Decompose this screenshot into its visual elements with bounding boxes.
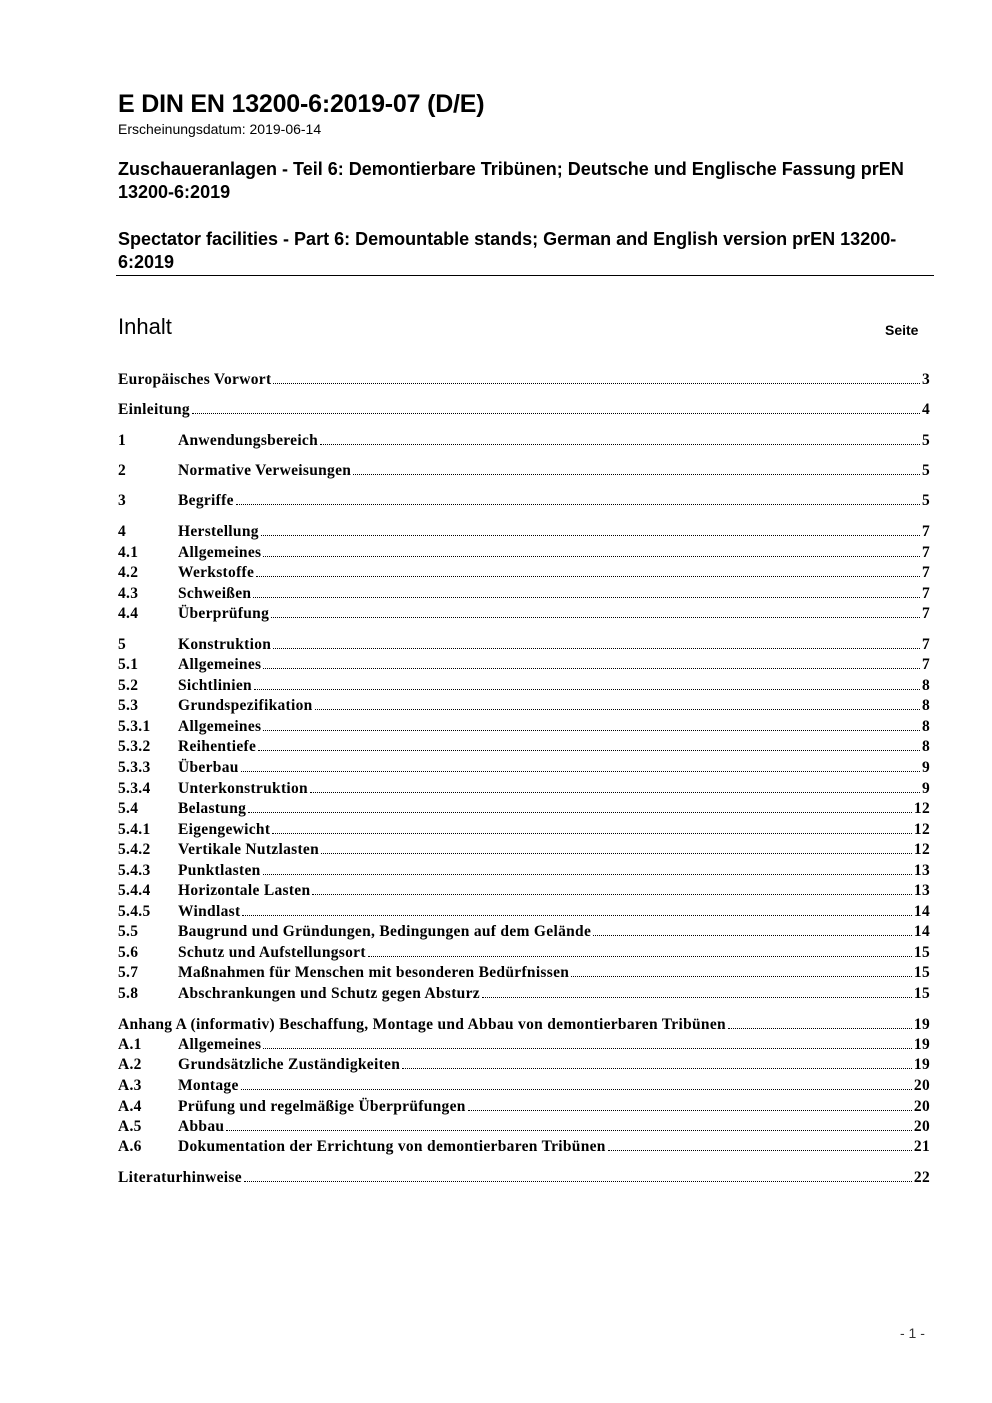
toc-entry-page: 7 bbox=[921, 656, 930, 673]
toc-entry-title: Abbau bbox=[178, 1118, 225, 1135]
toc-dot-leader bbox=[571, 976, 912, 977]
toc-entry-page: 4 bbox=[921, 401, 930, 418]
toc-entry[interactable] bbox=[118, 862, 930, 882]
toc-entry[interactable] bbox=[118, 462, 930, 482]
toc-entry-title: Horizontale Lasten bbox=[178, 882, 311, 899]
toc-entry-number: 5.4 bbox=[118, 800, 139, 817]
toc-entry-page: 20 bbox=[913, 1098, 930, 1115]
toc-dot-leader bbox=[261, 535, 920, 536]
toc-entry-page: 15 bbox=[913, 985, 930, 1002]
toc-entry-title: Belastung bbox=[178, 800, 247, 817]
toc-entry-page: 9 bbox=[921, 780, 930, 797]
toc-dot-leader bbox=[241, 1089, 912, 1090]
toc-entry-number: 4.3 bbox=[118, 585, 139, 602]
toc-entry[interactable] bbox=[118, 697, 930, 717]
toc-entry-title: Sichtlinien bbox=[178, 677, 252, 694]
toc-dot-leader bbox=[728, 1028, 912, 1029]
toc-entry-title: Werkstoffe bbox=[178, 564, 255, 581]
toc-entry-title: Schweißen bbox=[178, 585, 252, 602]
toc-dot-leader bbox=[263, 556, 920, 557]
toc-entry[interactable] bbox=[118, 1016, 930, 1036]
toc-entry[interactable] bbox=[118, 636, 930, 656]
toc-entry-title: Reihentiefe bbox=[178, 738, 257, 755]
toc-entry[interactable] bbox=[118, 677, 930, 697]
toc-dot-leader bbox=[482, 997, 912, 998]
toc-entry-page: 5 bbox=[921, 462, 930, 479]
toc-entry-title: Anhang A (informativ) Beschaffung, Montage und Abbau von demontierbaren Tribünen bbox=[118, 1016, 726, 1033]
toc-entry-title: Grundsätzliche Zuständigkeiten bbox=[178, 1056, 401, 1073]
toc-dot-leader bbox=[593, 935, 912, 936]
toc-entry[interactable] bbox=[118, 605, 930, 625]
toc-entry[interactable] bbox=[118, 923, 930, 943]
toc-entry[interactable] bbox=[118, 564, 930, 584]
toc-entry-title: Herstellung bbox=[178, 523, 259, 540]
toc-entry[interactable] bbox=[118, 903, 930, 923]
toc-entry-title: Europäisches Vorwort bbox=[118, 371, 272, 388]
toc-entry-number: 5.4.3 bbox=[118, 862, 151, 879]
toc-entry-number: 5.3 bbox=[118, 697, 139, 714]
toc-entry-title: Eigengewicht bbox=[178, 821, 271, 838]
toc-entry-title: Dokumentation der Errichtung von demontierbaren Tribünen bbox=[178, 1138, 606, 1155]
toc-heading: Inhalt bbox=[118, 314, 172, 339]
toc-entry-title: Anwendungsbereich bbox=[178, 432, 319, 449]
title-german: Zuschaueranlagen - Teil 6: Demontierbare Tribünen; Deutsche und Englische Fassung prEN 13200-6:2019 bbox=[118, 159, 904, 202]
toc-entry-page: 7 bbox=[921, 523, 930, 540]
toc-dot-leader bbox=[402, 1068, 912, 1069]
toc-dot-leader bbox=[244, 1181, 912, 1182]
toc-entry[interactable] bbox=[118, 841, 930, 861]
toc-entry-number: 5.4.2 bbox=[118, 841, 151, 858]
toc-entry-page: 19 bbox=[913, 1016, 930, 1033]
toc-entry[interactable] bbox=[118, 492, 930, 512]
toc-entry-number: 5.3.2 bbox=[118, 738, 151, 755]
toc-dot-leader bbox=[273, 383, 920, 384]
toc-entry-page: 5 bbox=[921, 492, 930, 509]
toc-entry[interactable] bbox=[118, 738, 930, 758]
toc-dot-leader bbox=[241, 771, 920, 772]
toc-entry-number: A.2 bbox=[118, 1056, 142, 1073]
toc-entry-title: Allgemeines bbox=[178, 656, 262, 673]
toc-dot-leader bbox=[608, 1150, 912, 1151]
toc-entry-title: Konstruktion bbox=[178, 636, 272, 653]
toc-entry-page: 7 bbox=[921, 544, 930, 561]
toc-dot-leader bbox=[368, 956, 912, 957]
toc-entry[interactable] bbox=[118, 1118, 930, 1138]
toc-dot-leader bbox=[353, 474, 920, 475]
toc-dot-leader bbox=[226, 1130, 912, 1131]
toc-entry[interactable] bbox=[118, 1056, 930, 1076]
toc-entry-title: Normative Verweisungen bbox=[178, 462, 352, 479]
toc-dot-leader bbox=[248, 812, 912, 813]
toc-entry-title: Montage bbox=[178, 1077, 239, 1094]
toc-dot-leader bbox=[310, 792, 920, 793]
toc-entry-number: 5.4.1 bbox=[118, 821, 151, 838]
toc-entry-page: 3 bbox=[921, 371, 930, 388]
toc-entry-number: 4.1 bbox=[118, 544, 139, 561]
toc-entry-title: Überbau bbox=[178, 759, 239, 776]
toc-entry-page: 13 bbox=[913, 882, 930, 899]
toc-entry-page: 12 bbox=[913, 800, 930, 817]
toc-entry-number: 5.3.1 bbox=[118, 718, 151, 735]
toc-entry-page: 21 bbox=[913, 1138, 930, 1155]
toc-dot-leader bbox=[236, 504, 920, 505]
toc-entry-title: Begriffe bbox=[178, 492, 234, 509]
toc-entry-title: Prüfung und regelmäßige Überprüfungen bbox=[178, 1098, 466, 1115]
toc-dot-leader bbox=[254, 689, 920, 690]
toc-entry-number: 5.4.4 bbox=[118, 882, 151, 899]
toc-entry-title: Grundspezifikation bbox=[178, 697, 313, 714]
toc-entry-page: 5 bbox=[921, 432, 930, 449]
toc-entry-page: 9 bbox=[921, 759, 930, 776]
toc-entry-page: 8 bbox=[921, 738, 930, 755]
page-column-label: Seite bbox=[885, 322, 919, 338]
toc-dot-leader bbox=[321, 853, 912, 854]
toc-entry[interactable] bbox=[118, 821, 930, 841]
toc-dot-leader bbox=[263, 730, 920, 731]
toc-entry-number: 5.2 bbox=[118, 677, 139, 694]
toc-dot-leader bbox=[253, 597, 920, 598]
toc-entry[interactable] bbox=[118, 718, 930, 738]
toc-entry-title: Baugrund und Gründungen, Bedingungen auf dem Gelände bbox=[178, 923, 592, 940]
toc-entry-page: 19 bbox=[913, 1056, 930, 1073]
toc-entry-number: 3 bbox=[118, 492, 127, 509]
toc-entry-title: Überprüfung bbox=[178, 605, 270, 622]
toc-entry[interactable] bbox=[118, 656, 930, 676]
toc-entry[interactable] bbox=[118, 585, 930, 605]
toc-entry-page: 7 bbox=[921, 636, 930, 653]
document-title: E DIN EN 13200-6:2019-07 (D/E) bbox=[118, 90, 485, 118]
toc-dot-leader bbox=[315, 709, 920, 710]
toc-entry-page: 8 bbox=[921, 697, 930, 714]
toc-entry-page: 7 bbox=[921, 605, 930, 622]
toc-entry-title: Punktlasten bbox=[178, 862, 261, 879]
toc-entry[interactable] bbox=[118, 759, 930, 779]
toc-entry-number: 5.4.5 bbox=[118, 903, 151, 920]
toc-entry-page: 15 bbox=[913, 964, 930, 981]
toc-dot-leader bbox=[271, 617, 920, 618]
toc-dot-leader bbox=[263, 874, 912, 875]
toc-entry-number: A.5 bbox=[118, 1118, 142, 1135]
toc-dot-leader bbox=[256, 576, 920, 577]
toc-entry-title: Allgemeines bbox=[178, 1036, 262, 1053]
toc-entry-page: 15 bbox=[913, 944, 930, 961]
toc-entry[interactable] bbox=[118, 1098, 930, 1118]
toc-entry-page: 22 bbox=[913, 1169, 930, 1186]
toc-entry[interactable] bbox=[118, 1077, 930, 1097]
toc-entry-title: Windlast bbox=[178, 903, 241, 920]
toc-entry-number: A.1 bbox=[118, 1036, 142, 1053]
toc-entry-title: Literaturhinweise bbox=[118, 1169, 242, 1186]
toc-entry-page: 8 bbox=[921, 718, 930, 735]
toc-entry-number: A.3 bbox=[118, 1077, 142, 1094]
toc-entry-number: 4.4 bbox=[118, 605, 139, 622]
toc-dot-leader bbox=[242, 915, 911, 916]
toc-dot-leader bbox=[273, 648, 920, 649]
page-number: - 1 - bbox=[900, 1325, 925, 1341]
toc-entry-title: Abschrankungen und Schutz gegen Absturz bbox=[178, 985, 480, 1002]
toc-dot-leader bbox=[258, 750, 920, 751]
toc-entry[interactable] bbox=[118, 985, 930, 1005]
toc-entry-number: 5.3.3 bbox=[118, 759, 151, 776]
toc-entry-number: 5 bbox=[118, 636, 127, 653]
toc-dot-leader bbox=[320, 444, 920, 445]
toc-entry-number: 5.3.4 bbox=[118, 780, 151, 797]
toc-entry-page: 7 bbox=[921, 585, 930, 602]
toc-dot-leader bbox=[468, 1110, 912, 1111]
toc-entry-title: Schutz und Aufstellungsort bbox=[178, 944, 366, 961]
toc-entry[interactable] bbox=[118, 780, 930, 800]
table-of-contents bbox=[118, 0, 930, 1403]
toc-entry-page: 12 bbox=[913, 821, 930, 838]
toc-entry-title: Einleitung bbox=[118, 401, 190, 418]
toc-entry-page: 14 bbox=[913, 923, 930, 940]
toc-dot-leader bbox=[192, 413, 920, 414]
publication-date: Erscheinungsdatum: 2019-06-14 bbox=[118, 121, 322, 137]
toc-entry-page: 20 bbox=[913, 1077, 930, 1094]
toc-entry-number: 2 bbox=[118, 462, 127, 479]
toc-entry[interactable] bbox=[118, 1138, 930, 1158]
toc-entry-title: Unterkonstruktion bbox=[178, 780, 308, 797]
toc-entry-page: 14 bbox=[913, 903, 930, 920]
toc-entry[interactable] bbox=[118, 800, 930, 820]
toc-entry[interactable] bbox=[118, 1169, 930, 1189]
toc-entry[interactable] bbox=[118, 944, 930, 964]
toc-entry-page: 19 bbox=[913, 1036, 930, 1053]
title-english: Spectator facilities - Part 6: Demountable stands; German and English version prEN 13200-6:2019 bbox=[118, 229, 897, 272]
toc-entry[interactable] bbox=[118, 1036, 930, 1056]
toc-entry-title: Allgemeines bbox=[178, 718, 262, 735]
toc-entry-number: 5.8 bbox=[118, 985, 139, 1002]
toc-entry[interactable] bbox=[118, 401, 930, 421]
toc-entry-number: 1 bbox=[118, 432, 127, 449]
toc-entry-number: 4 bbox=[118, 523, 127, 540]
toc-entry-number: 4.2 bbox=[118, 564, 139, 581]
toc-entry-page: 7 bbox=[921, 564, 930, 581]
toc-entry-number: A.6 bbox=[118, 1138, 142, 1155]
toc-entry[interactable] bbox=[118, 523, 930, 543]
toc-entry-number: 5.5 bbox=[118, 923, 139, 940]
toc-entry-page: 13 bbox=[913, 862, 930, 879]
toc-entry-number: 5.1 bbox=[118, 656, 139, 673]
toc-entry-number: 5.6 bbox=[118, 944, 139, 961]
toc-entry-title: Allgemeines bbox=[178, 544, 262, 561]
toc-entry-page: 12 bbox=[913, 841, 930, 858]
toc-entry[interactable] bbox=[118, 371, 930, 391]
toc-entry-number: 5.7 bbox=[118, 964, 139, 981]
toc-entry[interactable] bbox=[118, 882, 930, 902]
toc-entry-number: A.4 bbox=[118, 1098, 142, 1115]
toc-entry[interactable] bbox=[118, 432, 930, 452]
toc-entry-page: 8 bbox=[921, 677, 930, 694]
toc-entry[interactable] bbox=[118, 544, 930, 564]
toc-entry-page: 20 bbox=[913, 1118, 930, 1135]
toc-dot-leader bbox=[263, 1048, 912, 1049]
toc-entry-title: Vertikale Nutzlasten bbox=[178, 841, 320, 858]
toc-entry[interactable] bbox=[118, 964, 930, 984]
toc-dot-leader bbox=[272, 833, 912, 834]
toc-entry-title: Maßnahmen für Menschen mit besonderen Bedürfnissen bbox=[178, 964, 570, 981]
toc-dot-leader bbox=[263, 668, 920, 669]
toc-dot-leader bbox=[312, 894, 911, 895]
